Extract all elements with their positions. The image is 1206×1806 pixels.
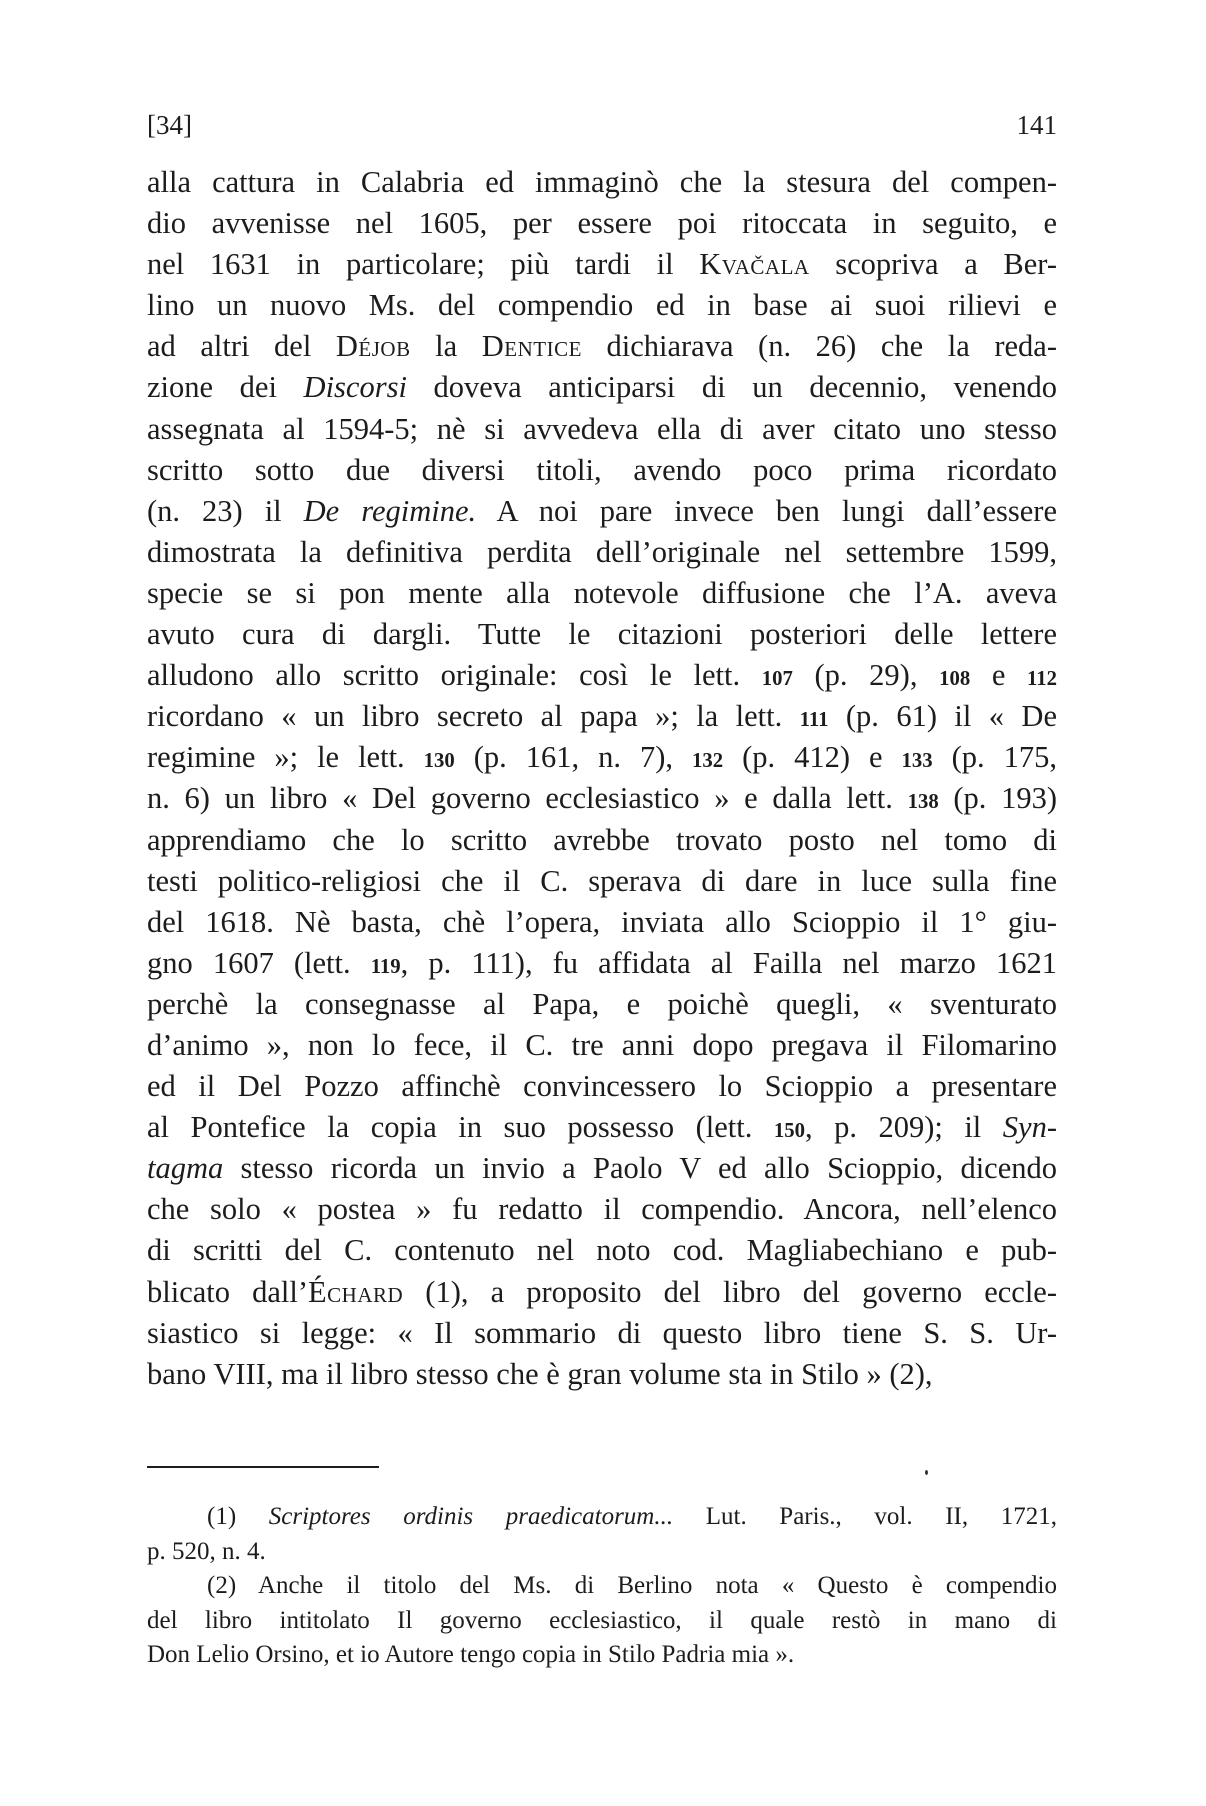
work-title: tagma: [147, 1151, 224, 1186]
print-speck: [925, 1470, 928, 1475]
text-line: ricordano « un libro secreto al papa »; la lett. 111 (p. 61) il « De: [147, 699, 1057, 734]
letter-number: 112: [1027, 668, 1057, 691]
text-line: di scritti del C. contenuto nel noto cod. Magliabechiano e pub-: [147, 1233, 1057, 1268]
text-line: specie se si pon mente alla notevole diffusione che l’A. aveva: [147, 575, 1057, 610]
letter-number: 133: [901, 750, 933, 773]
section-marker: [34]: [147, 110, 192, 140]
text-line: scritto sotto due diversi titoli, avendo poco prima ricordato: [147, 452, 1057, 487]
page-number: 141: [1016, 110, 1057, 140]
text-line: apprendiamo che lo scritto avrebbe trovato posto nel tomo di: [147, 822, 1057, 857]
running-head: [147, 110, 1057, 150]
footnote-1-cont: p. 520, n. 4.: [147, 1537, 266, 1565]
text-line: del 1618. Nè basta, chè l’opera, inviata allo Scioppio il 1° giu-: [147, 904, 1057, 939]
author-name: Échard: [308, 1274, 404, 1309]
footnote-2: (2) Anche il titolo del Ms. di Berlino nota « Questo è compendio: [207, 1572, 1057, 1599]
text-line: al Pontefice la copia in suo possesso (lett. 150, p. 209); il Syn-: [147, 1110, 1057, 1145]
text-line: bano VIII, ma il libro stesso che è gran volume sta in Stilo » (2),: [147, 1356, 933, 1391]
work-title: Scriptores ordinis praedicatorum...: [268, 1503, 674, 1530]
letter-number: 111: [799, 709, 829, 732]
footnote-1: (1) Scriptores ordinis praedicatorum... Lut. Paris., vol. II, 1721,: [207, 1503, 1057, 1530]
text-line: ad altri del Déjob la Dentice dichiarava (n. 26) che la reda-: [147, 329, 1057, 364]
footnote-2-cont: del libro intitolato Il governo ecclesiastico, il quale restò in mano di: [147, 1606, 1057, 1634]
letter-number: 119: [370, 955, 401, 978]
text-line: avuto cura di dargli. Tutte le citazioni posteriori delle lettere: [147, 617, 1057, 652]
footnotes: [147, 1500, 1057, 1673]
text-line: blicato dall’Échard (1), a proposito del libro del governo eccle-: [147, 1274, 1057, 1309]
text-line: zione dei Discorsi doveva anticiparsi di un decennio, venendo: [147, 370, 1057, 405]
letter-number: 138: [907, 791, 939, 814]
text-line: testi politico-religiosi che il C. sperava di dare in luce sulla fine: [147, 863, 1057, 898]
text-line: dio avvenisse nel 1605, per essere poi ritoccata in seguito, e: [147, 206, 1057, 241]
text-line: (n. 23) il De regimine. A noi pare invece ben lungi dall’essere: [147, 493, 1057, 528]
text-line: perchè la consegnasse al Papa, e poichè quegli, « sventurato: [147, 986, 1057, 1021]
letter-number: 108: [939, 668, 971, 691]
text-line: n. 6) un libro « Del governo ecclesiastico » e dalla lett. 138 (p. 193): [147, 781, 1057, 816]
text-line: assegnata al 1594-5; nè si avvedeva ella di aver citato uno stesso: [147, 411, 1057, 446]
text-line: gno 1607 (lett. 119, p. 111), fu affidata al Failla nel marzo 1621: [147, 945, 1057, 980]
letter-number: 150: [773, 1120, 805, 1143]
text-line: tagma stesso ricorda un invio a Paolo V ed allo Scioppio, dicendo: [147, 1151, 1057, 1186]
text-line: d’animo », non lo fece, il C. tre anni dopo pregava il Filomarino: [147, 1027, 1057, 1062]
author-name: Déjob: [335, 329, 411, 364]
author-name: Kvačala: [699, 247, 810, 282]
text-line: nel 1631 in particolare; più tardi il Kvačala scopriva a Ber-: [147, 247, 1057, 282]
text-line: ed il Del Pozzo affinchè convincessero lo Scioppio a presentare: [147, 1069, 1057, 1104]
text-line: siastico si legge: « Il sommario di questo libro tiene S. S. Ur-: [147, 1315, 1057, 1350]
text-line: che solo « postea » fu redatto il compendio. Ancora, nell’elenco: [147, 1192, 1057, 1227]
letter-number: 107: [761, 668, 793, 691]
main-text: [147, 162, 1057, 1395]
work-title: Syn-: [1002, 1110, 1057, 1145]
footnote-separator: [147, 1466, 379, 1468]
text-line: dimostrata la definitiva perdita dell’originale nel settembre 1599,: [147, 534, 1057, 569]
text-line: alla cattura in Calabria ed immaginò che la stesura del compen-: [147, 165, 1057, 199]
letter-number: 130: [423, 750, 455, 773]
letter-number: 132: [691, 750, 724, 773]
text-line: lino un nuovo Ms. del compendio ed in base ai suoi rilievi e: [147, 288, 1057, 323]
author-name: Dentice: [481, 329, 582, 364]
work-title: De regimine.: [303, 493, 477, 528]
footnote-2-cont: Don Lelio Orsino, et io Autore tengo copia in Stilo Padria mia ».: [147, 1641, 795, 1668]
work-title: Discorsi: [303, 370, 407, 405]
text-line: alludono allo scritto originale: così le lett. 107 (p. 29), 108 e 112: [147, 658, 1057, 693]
text-line: regimine »; le lett. 130 (p. 161, n. 7), 132 (p. 412) e 133 (p. 175,: [147, 740, 1057, 775]
